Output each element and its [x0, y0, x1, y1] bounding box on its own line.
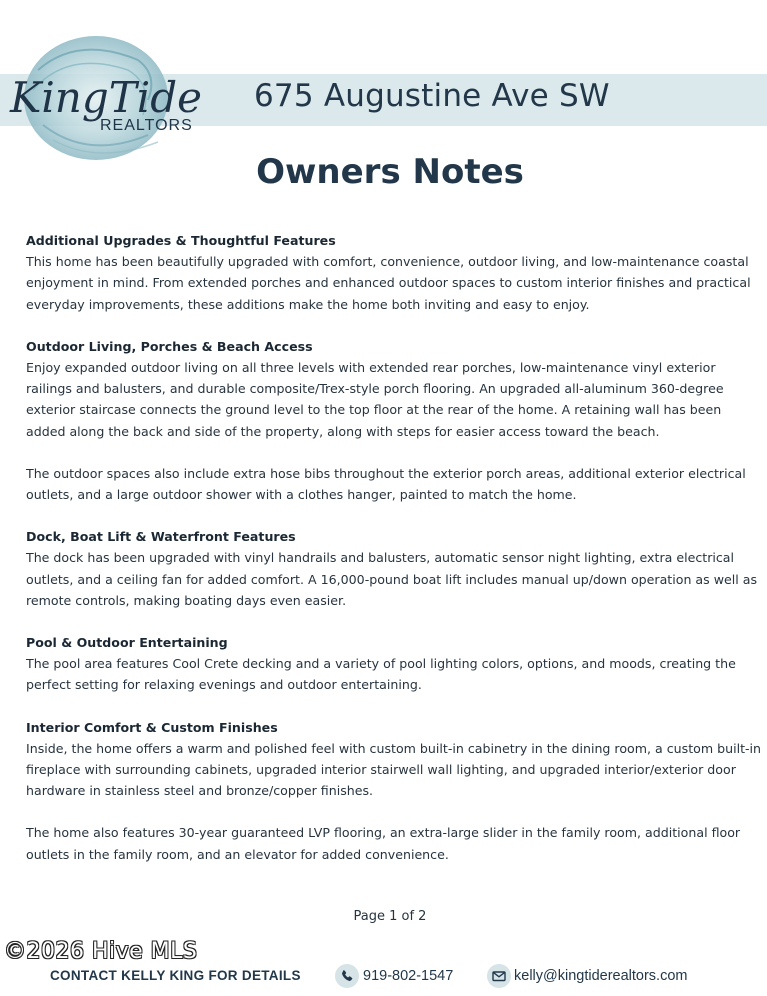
mls-watermark: ©2026 Hive MLS [4, 939, 198, 964]
company-logo [8, 30, 208, 166]
section-heading: Pool & Outdoor Entertaining [26, 635, 228, 651]
section-paragraph: The pool area features Cool Crete decking and a variety of pool lighting colors, options, and moods, creating the perfect setting for relaxing evenings and outdoor entertaining. [26, 656, 736, 693]
section-heading: Outdoor Living, Porches & Beach Access [26, 338, 313, 354]
section-paragraph: Enjoy expanded outdoor living on all three levels with extended rear porches, low-maintenance vinyl exterior railings and balusters, and durable composite/Trex-style porch flooring. An upgraded all-aluminum 360-degree exterior staircase connects the ground level to the top floor at the rear of the home. A retaining wall has been added along the back and side of the property, along with steps for easier access toward the beach. [26, 360, 724, 439]
document-body [26, 230, 762, 865]
section-heading: Additional Upgrades & Thoughtful Features [26, 233, 336, 248]
contact-footer [0, 962, 767, 990]
phone-icon [335, 964, 359, 988]
contact-label: CONTACT KELLY KING FOR DETAILS [50, 968, 301, 983]
section-heading: Interior Comfort & Custom Finishes [26, 719, 278, 735]
property-address: 675 Augustine Ave SW [254, 78, 610, 114]
section-paragraph: Inside, the home offers a warm and polished feel with custom built-in cabinetry in the dining room, a custom built-in fireplace with surrounding cabinets, upgraded interior stairwell wall lighting, and upgraded interior/exterior door hardware in stainless steel and bronze/copper finishes. [26, 740, 762, 799]
section-paragraph: The dock has been upgraded with vinyl handrails and balusters, automatic sensor night lighting, extra electrical outlets, and a ceiling fan for added comfort. A 16,000-pound boat lift includes manual up/down operation as well as remote controls, making boating days even easier. [26, 550, 758, 608]
svg-text:REALTORS: REALTORS [100, 117, 193, 134]
section-paragraph: This home has been beautifully upgraded with comfort, convenience, outdoor living, and low-maintenance coastal enjoyment in mind. From extended porches and enhanced outdoor spaces to custom interior finishes and practical everyday improvements, these additions make the home both inviting and easy to enjoy. [26, 254, 751, 312]
section-heading: Dock, Boat Lift & Waterfront Features [26, 529, 296, 545]
mail-icon [487, 964, 511, 988]
section-paragraph: The outdoor spaces also include extra hose bibs throughout the exterior porch areas, additional exterior electrical outlets, and a large outdoor shower with a clothes hanger, painted to match the home. [26, 465, 746, 503]
svg-text:KingTide: KingTide [10, 73, 202, 122]
page-title: Owners Notes [256, 152, 524, 192]
email-link[interactable]: kelly@kingtiderealtors.com [514, 968, 688, 984]
section-paragraph: The home also features 30-year guaranteed LVP flooring, an extra-large slider in the family room, additional floor outlets in the family room, and an elevator for added convenience. [26, 825, 741, 862]
phone-link[interactable]: 919-802-1547 [363, 968, 454, 984]
page-number: Page 1 of 2 [353, 909, 427, 924]
